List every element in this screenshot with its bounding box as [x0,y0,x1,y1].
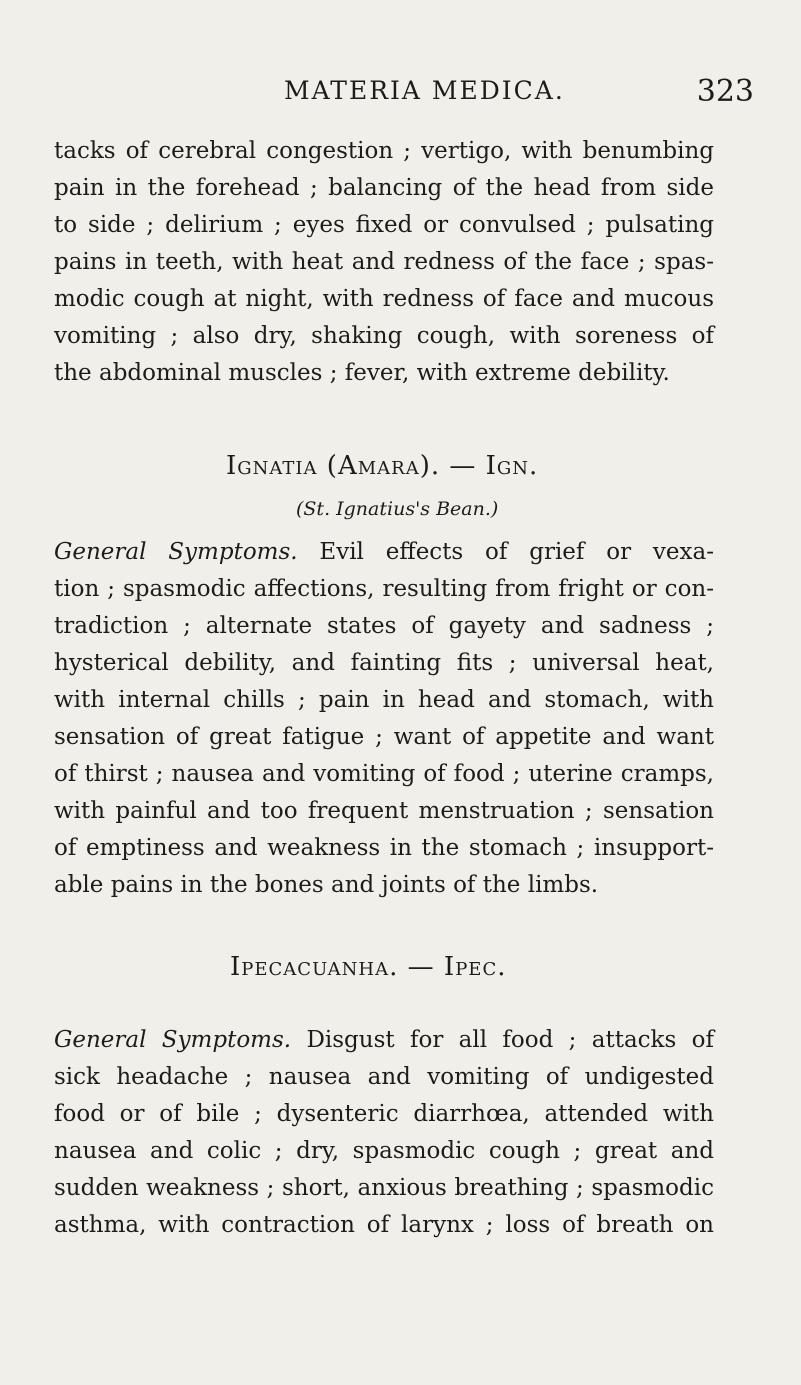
text-line: asthma, with contraction of larynx ; loss of breath on [54,1212,714,1238]
text-line: vomiting ; also dry, shaking cough, with soreness of [54,323,714,349]
text-line: tradiction ; alternate states of gayety and sadness ; [54,613,714,639]
text-line: with painful and too frequent menstruation ; sensation [54,798,714,824]
text-line: the abdominal muscles ; fever, with extreme debility. [54,360,670,386]
intro-paragraph [54,133,714,392]
text-line: pains in teeth, with heat and redness of the face ; spas- [54,249,714,275]
section-lead: General Symptoms. [54,1027,292,1053]
page-number: 323 [696,74,754,109]
text-line: able pains in the bones and joints of the limbs. [54,872,599,898]
ignatia-heading: Ignatia (Amara). — Ign. [226,451,539,481]
section-lead: General Symptoms. [54,539,298,565]
text-line: tion ; spasmodic affections, resulting from fright or con- [54,576,714,602]
text-line-rest: Evil effects of grief or vexa- [297,539,714,565]
ipecac-heading: Ipecacuanha. — Ipec. [230,952,507,982]
text-line: nausea and colic ; dry, spasmodic cough ; great and [54,1138,714,1164]
text-line-rest: Disgust for all food ; attacks of [291,1027,714,1053]
text-line: with internal chills ; pain in head and stomach, with [54,687,714,713]
text-line: food or of bile ; dysenteric diarrhœa, attended with [54,1101,714,1127]
running-header [54,76,754,116]
ignatia-paragraph [54,534,714,904]
text-line [54,534,714,571]
text-line: to side ; delirium ; eyes fixed or convulsed ; pulsating [54,212,714,238]
text-line: modic cough at night, with redness of face and mucous [54,286,714,312]
text-line: pain in the forehead ; balancing of the head from side [54,175,714,201]
ignatia-subheading: (St. Ignatius's Bean.) [296,498,499,520]
text-line: hysterical debility, and fainting fits ; universal heat, [54,650,714,676]
text-line: tacks of cerebral congestion ; vertigo, with benumbing [54,138,714,164]
text-line: of thirst ; nausea and vomiting of food ; uterine cramps, [54,761,714,787]
text-line: sick headache ; nausea and vomiting of undigested [54,1064,714,1090]
text-line [54,1022,714,1059]
text-line: sensation of great fatigue ; want of appetite and want [54,724,714,750]
running-title: MATERIA MEDICA. [284,76,565,105]
text-line: of emptiness and weakness in the stomach ; insupport- [54,835,714,861]
ipecac-paragraph [54,1022,714,1244]
text-line: sudden weakness ; short, anxious breathing ; spasmodic [54,1175,714,1201]
